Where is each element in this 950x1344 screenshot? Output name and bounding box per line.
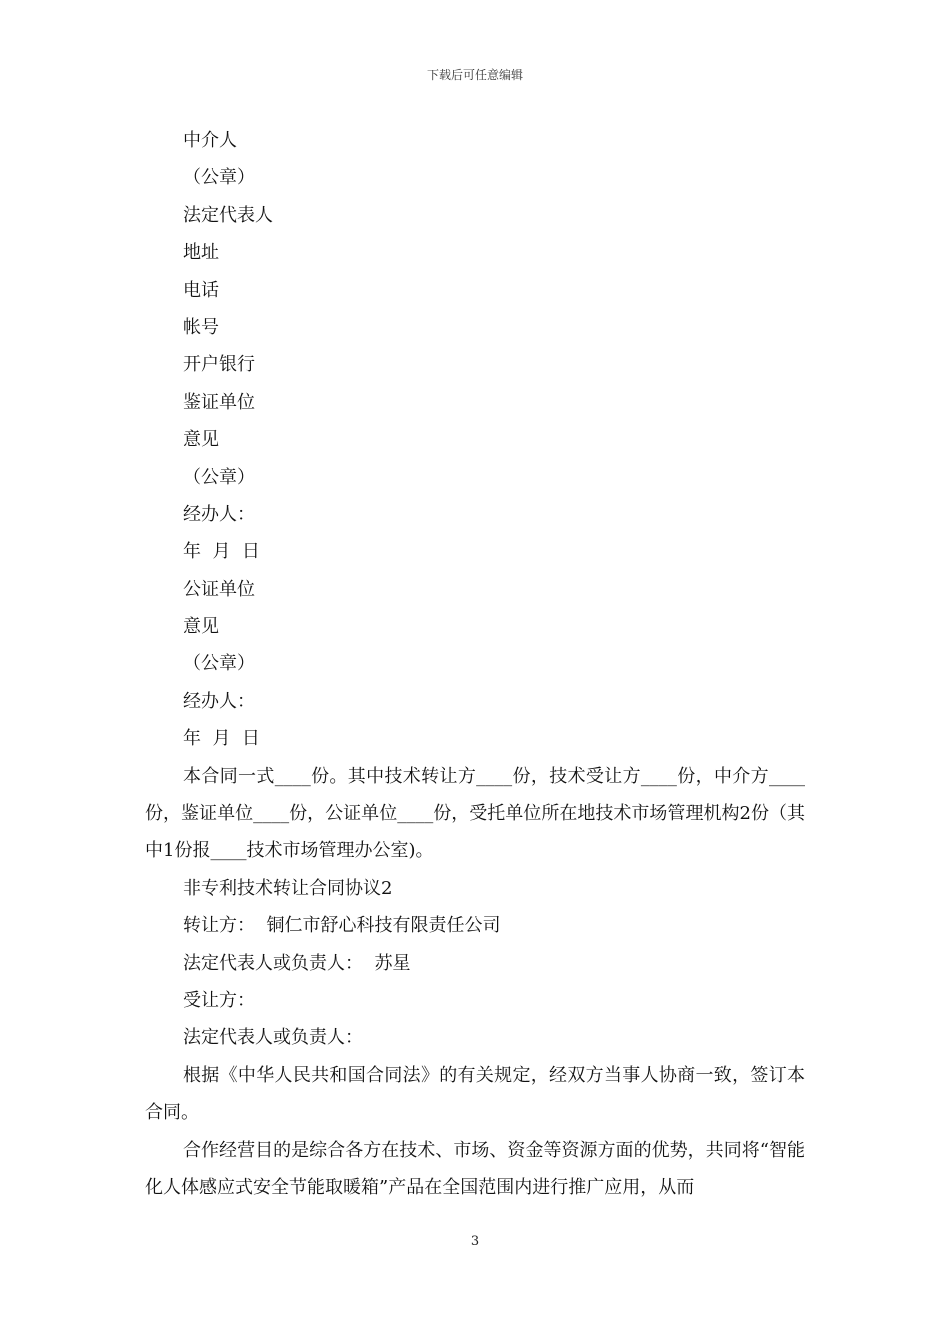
line-opinion-1: 意见 [183, 429, 219, 451]
document-body [145, 122, 805, 1206]
line-seal-3: （公章） [183, 653, 255, 675]
line-address: 地址 [183, 242, 219, 264]
line-account: 帐号 [183, 316, 219, 338]
line-seal-2: （公章） [183, 466, 255, 488]
line-transferee: 受让方： [183, 990, 255, 1012]
line-bank: 开户银行 [183, 354, 255, 376]
line-handler-2: 经办人： [183, 690, 255, 712]
line-agreement-title: 非专利技术转让合同协议2 [183, 877, 393, 899]
line-notary-unit: 公证单位 [183, 578, 255, 600]
page-header: 下载后可任意编辑 [426, 68, 523, 82]
line-transferor-rep: 法定代表人或负责人： 苏星 [183, 952, 411, 974]
line-date-2: 年 月 日 [183, 728, 260, 750]
line-transferee-rep: 法定代表人或负责人： [183, 1027, 363, 1049]
line-legal-rep: 法定代表人 [183, 204, 273, 226]
line-handler-1: 经办人： [183, 503, 255, 525]
line-opinion-2: 意见 [183, 616, 219, 638]
paragraph-contract-copies: 本合同一式____份。其中技术转让方____份，技术受让方____份，中介方____份，鉴证单位____份，公证单位____份，受托单位所在地技术市场管理机构2份（其中1份报____技术市场管理办公室)。 [145, 765, 805, 862]
line-authentication-unit: 鉴证单位 [183, 391, 255, 413]
line-phone: 电话 [183, 279, 219, 301]
paragraph-legal-basis: 根据《中华人民共和国合同法》的有关规定，经双方当事人协商一致，签订本合同。 [145, 1064, 805, 1124]
line-intermediary: 中介人 [183, 130, 237, 151]
line-date-1: 年 月 日 [183, 541, 260, 563]
line-transferor: 转让方： 铜仁市舒心科技有限责任公司 [183, 915, 501, 937]
page-number: 3 [470, 1234, 480, 1249]
paragraph-cooperation-purpose: 合作经营目的是综合各方在技术、市场、资金等资源方面的优势，共同将“智能化人体感应式安全节能取暖箱”产品在全国范围内进行推广应用，从而 [145, 1139, 805, 1199]
line-seal-1: （公章） [183, 167, 255, 189]
